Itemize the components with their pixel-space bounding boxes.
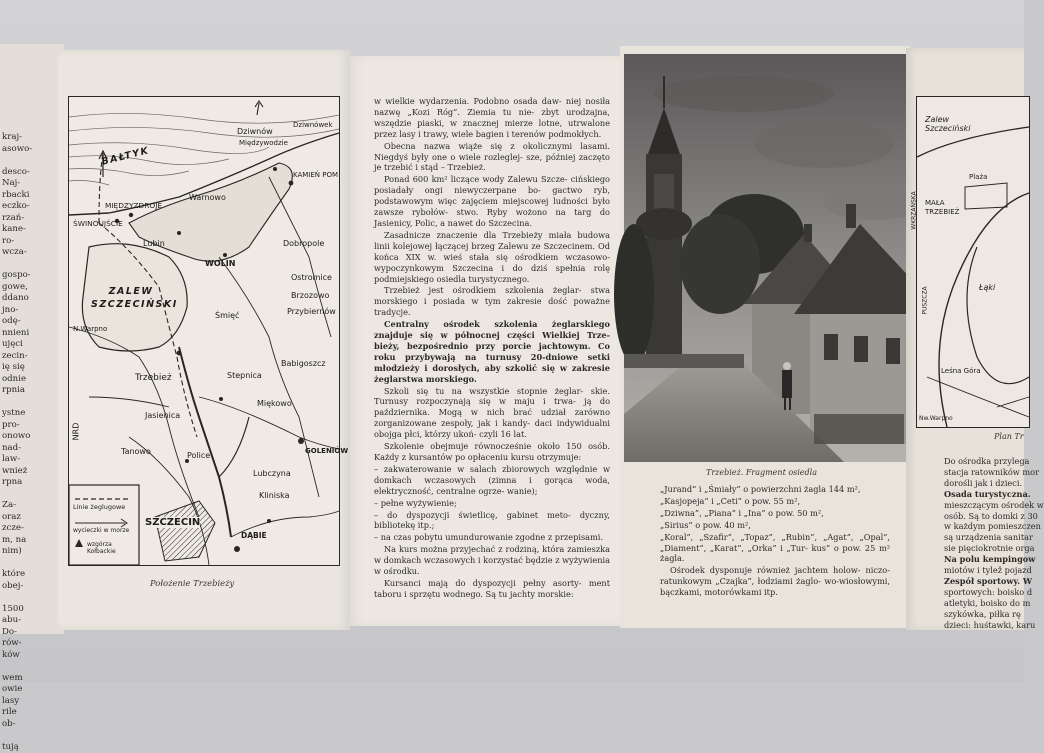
- label-kliniska: Kliniska: [259, 491, 290, 500]
- label-miedzywodzie: Międzywodzie: [239, 139, 288, 147]
- label-tanowo: Tanowo: [121, 447, 151, 456]
- right-text-line: Zespół sportowy. W: [944, 576, 1024, 587]
- left-fragment-line: m, na: [2, 535, 32, 547]
- left-fragment-line: nnieni: [2, 328, 32, 340]
- left-fragment-line: eczko-: [2, 201, 32, 213]
- paragraph: „Sirius” o pow. 40 m²,: [660, 520, 890, 531]
- label-warnowo: Warnowo: [189, 193, 226, 202]
- paragraph: Zasadnicze znaczenie dla Trzebieży miała budowa linii kolejowej łączącej brzeg Zalewu ze Szczecinem. Od końca XIX w. wieś stała się ośrodkiem wczasowo-wypoczynkowym Szczecina i do dziś spełnia rolę podmiejskiego osiedla turystycznego.: [374, 230, 610, 285]
- right-text-line: Do ośrodka przylega: [944, 456, 1024, 467]
- map-caption: Położenie Trzebieży: [150, 578, 234, 588]
- left-fragment-line: zcze-: [2, 523, 32, 535]
- label-szczecin: SZCZECIN: [145, 517, 200, 528]
- left-fragment-line: rpnia: [2, 385, 32, 397]
- left-fragment-line: odnie: [2, 374, 32, 386]
- left-panel-fragment: [0, 44, 64, 634]
- label-nowe-warpno: N.Warpno: [73, 325, 107, 333]
- paragraph: „Jurand” i „Śmiały” o powierzchni żagla 144 m²,: [660, 484, 890, 495]
- left-fragment-line: ystne: [2, 408, 32, 420]
- plan-label-mala: MAŁA TRZEBIEŻ: [925, 199, 955, 217]
- paragraph: – pełne wyżywienie;: [374, 498, 610, 509]
- left-fragment-line: gowe,: [2, 282, 32, 294]
- paragraph: Centralny ośrodek szkolenia żeglarskiego znajduje się w północnej części Wielkiej Trze- bieży, bezpośrednio przy porcie jachtowym. Co roku przybywają na turnusy 20-dniowe setki młodzieży i dorosłych, aby szkolić się w zakresie żeglarstwa morskiego.: [374, 319, 610, 384]
- label-goleniow: GOLENIÓW: [305, 447, 348, 455]
- label-swinoujscie: ŚWINOUJŚCIE: [73, 219, 123, 228]
- left-fragment-line: ków: [2, 650, 32, 662]
- paragraph: Na kurs można przyjechać z rodziną, która zamieszka w domkach wczasowych i korzystać będzie z wyżywienia w ośrodku.: [374, 544, 610, 577]
- plan-label-lesna-gora: Leśna Góra: [941, 367, 981, 375]
- label-brzozowo: Brzozowo: [291, 291, 329, 300]
- map-panel: [58, 50, 350, 630]
- left-fragment-line: obej-: [2, 581, 32, 593]
- left-fragment-line: [2, 489, 32, 501]
- right-text-fragment: [944, 456, 1024, 631]
- left-fragment-line: ro-: [2, 236, 32, 248]
- label-dabie: DĄBIE: [241, 531, 267, 540]
- paragraph: „Koral”, „Szafir”, „Topaz”, „Rubin”, „Agat”, „Opal”, „Diament”, „Karat”, „Orka” i „Tur- kus” o pow. 25 m² żagla.: [660, 532, 890, 565]
- left-fragment-line: odę-: [2, 316, 32, 328]
- left-fragment-line: 1500: [2, 604, 32, 616]
- left-fragment-line: [2, 397, 32, 409]
- location-map: [69, 97, 339, 565]
- left-fragment-line: lasy: [2, 696, 32, 708]
- left-fragment-line: rzań-: [2, 213, 32, 225]
- left-fragment-line: wem: [2, 673, 32, 685]
- label-police: Police: [187, 451, 210, 460]
- left-fragment-line: gospo-: [2, 270, 32, 282]
- article-text: [374, 96, 610, 601]
- right-text-line: w każdym pomieszczen: [944, 521, 1024, 532]
- left-fragment-line: pro-: [2, 420, 32, 432]
- left-fragment-line: ddano: [2, 293, 32, 305]
- left-fragment-line: ię się: [2, 362, 32, 374]
- left-fragment-line: ob-: [2, 719, 32, 731]
- label-wolin: WOLIN: [205, 259, 235, 268]
- left-fragment-line: które: [2, 569, 32, 581]
- label-nrd: NRD: [71, 423, 80, 441]
- paragraph: – zakwaterowanie w salach zbiorowych względnie w domkach wczasowych (zimna i gorąca woda, elektryczność, centralne ogrze- wanie);: [374, 464, 610, 497]
- szczecin-area: [155, 501, 215, 561]
- left-fragment-line: tują: [2, 742, 32, 753]
- left-fragment-line: kraj-: [2, 132, 32, 144]
- yacht-list-text: [660, 484, 890, 599]
- legend-excursions: wycieczki w morze: [73, 527, 129, 534]
- left-fragment-line: onowo: [2, 431, 32, 443]
- plan-label-zalew: Zalew Szczeciński: [925, 115, 995, 133]
- paragraph: „Kasjopeja” i „Ceti” o pow. 55 m²,: [660, 496, 890, 507]
- left-fragment-line: desco-: [2, 167, 32, 179]
- label-zalew: ZALEW SZCZECIŃSKI: [91, 285, 171, 311]
- left-fragment-line: asowo-: [2, 144, 32, 156]
- paragraph: – na czas pobytu umundurowanie zgodne z przepisami.: [374, 532, 610, 543]
- plan-label-wkrzanska: WKRZAŃSKA: [911, 191, 918, 229]
- label-dobropole: Dobropole: [283, 239, 324, 248]
- label-dziwnowek: Dziwnówek: [293, 121, 333, 129]
- label-trzebiez: Trzebież: [135, 373, 172, 383]
- label-miekowo: Miękowo: [257, 399, 292, 408]
- left-fragment-line: nim): [2, 546, 32, 558]
- town-plan-caption: Plan Tr: [994, 432, 1024, 441]
- label-ostromice: Ostromice: [291, 273, 332, 282]
- map-frame: [68, 96, 340, 566]
- left-fragment-line: [2, 661, 32, 673]
- left-fragment-line: Za-: [2, 500, 32, 512]
- label-smiec: Śmięć: [215, 311, 239, 320]
- left-fragment-line: Naj-: [2, 178, 32, 190]
- label-lubczyna: Lubczyna: [253, 469, 291, 478]
- label-kamien: KAMIEŃ POM: [293, 171, 338, 179]
- right-text-line: dzieci: huśtawki, karu: [944, 620, 1024, 631]
- paragraph: Obecna nazwa wiąże się z okolicznymi lasami. Niegdyś były one o wiele rozleglej- sze, później zaczęto je trzebić i stąd – Trzebież.: [374, 141, 610, 174]
- left-fragment-line: [2, 558, 32, 570]
- left-fragment-line: oraz: [2, 512, 32, 524]
- left-fragment-line: [2, 155, 32, 167]
- left-fragment-line: abu-: [2, 615, 32, 627]
- right-text-line: osób. Są to domki z 30: [944, 511, 1024, 522]
- left-fragment-line: owie: [2, 684, 32, 696]
- left-fragment-line: law-: [2, 454, 32, 466]
- plan-label-laki: Łąki: [979, 283, 995, 292]
- left-fragment-line: ujęci: [2, 339, 32, 351]
- label-jasienica: Jasienica: [145, 411, 180, 420]
- left-fragment-line: rile: [2, 707, 32, 719]
- right-text-line: Osada turystyczna.: [944, 489, 1024, 500]
- paragraph: „Dziwna”, „Piana” i „Ina” o pow. 50 m²,: [660, 508, 890, 519]
- plan-label-nw-warpno: Nw.Warpno: [919, 415, 953, 422]
- left-fragment-line: kane-: [2, 224, 32, 236]
- paragraph: Ośrodek dysponuje również jachtem holow- niczo-ratunkowym „Czajka”, łodziami żaglo- wo-wiosłowymi, bączkami, motorówkami itp.: [660, 565, 890, 598]
- plan-label-puszcza: PUSZCZA: [922, 286, 929, 314]
- left-fragment-line: wcza-: [2, 247, 32, 259]
- right-text-line: dorośli jak i dzieci.: [944, 478, 1024, 489]
- legend-shipping: Linie żeglugowe: [73, 503, 125, 511]
- paragraph: Ponad 600 km² liczące wody Zalewu Szcze- cińskiego posiadały ongi niewyczerpane bo- gactwo ryb, podstawowym więc zajęciem miejscowej ludności było zawsze rybołów- stwo. Ryby wożono na targ do Jasienicy, Polic, a nawet do Szczecina.: [374, 174, 610, 229]
- right-panel: [906, 48, 1024, 630]
- right-text-line: sie pięciokrotnie orga: [944, 543, 1024, 554]
- left-text-fragment: [2, 132, 32, 753]
- left-fragment-line: nad-: [2, 443, 32, 455]
- right-text-line: sportowych: boisko d: [944, 587, 1024, 598]
- left-fragment-line: jno-: [2, 305, 32, 317]
- label-baltyk: BAŁTYK: [100, 145, 150, 168]
- village-photo: [624, 54, 916, 462]
- paragraph: – do dyspozycji świetlicę, gabinet meto- dyczny, bibliotekę itp.;: [374, 510, 610, 532]
- right-text-line: miotów i tylež pojazd: [944, 565, 1024, 576]
- paragraph: Szkolenie obejmuje równocześnie około 150 osób. Każdy z kursantów po opłaceniu kursu otrzymuje:: [374, 441, 610, 463]
- right-text-line: stacja ratowników mor: [944, 467, 1024, 478]
- left-fragment-line: rpna: [2, 477, 32, 489]
- left-fragment-line: rbacki: [2, 190, 32, 202]
- left-fragment-line: wnież: [2, 466, 32, 478]
- text-panel: [350, 56, 622, 626]
- photo-caption: Trzebież. Fragment osiedla: [706, 468, 817, 477]
- label-lubin: Lubin: [143, 239, 165, 248]
- arrow-icon: [255, 101, 263, 115]
- right-text-line: Na polu kempingow: [944, 554, 1024, 565]
- right-text-line: atletyki, boisko do m: [944, 598, 1024, 609]
- label-babigoszcz: Babigoszcz: [281, 359, 326, 368]
- label-miedzyzdroje: MIĘDZYZDROJE: [105, 201, 162, 210]
- town-plan-map: [917, 97, 1029, 427]
- right-text-line: są urządzenia sanitar: [944, 532, 1024, 543]
- paragraph: Trzebież jest ośrodkiem szkolenia żeglar- stwa morskiego i posiada w tym zakresie dość poważne tradycje.: [374, 285, 610, 318]
- paragraph: Szkoli się tu na wszystkie stopnie żeglar- skie. Turnusy rozpoczynają się w maju i trwa- ją do października. Mogą w nich brać udział zarówno zorganizowane zespoły, jak i kandy- daci indywidualni obojga płci, którzy ukoń- czyli 16 lat.: [374, 386, 610, 441]
- paragraph: Kursanci mają do dyspozycji pełny asorty- ment taboru i sprzętu wodnego. Są tu jachty morskie:: [374, 578, 610, 600]
- paragraph: w wielkie wydarzenia. Podobno osada daw- niej nosiła nazwę „Kozi Róg”. Ziemia tu nie- zbyt urodzajna, wszędzie piaski, w znacznej mierze lotne, utrwalone przez lasy i trawy, wiele bagien i terenów podmokłych.: [374, 96, 610, 140]
- left-fragment-line: Do-: [2, 627, 32, 639]
- plan-label-plaza: Plaża: [969, 173, 987, 181]
- label-dziwnow: Dziwnów: [237, 127, 273, 136]
- town-plan: [916, 96, 1030, 428]
- right-text-line: mieszczącym ośrodek w: [944, 500, 1024, 511]
- left-fragment-line: [2, 259, 32, 271]
- left-fragment-line: [2, 592, 32, 604]
- legend-hills: wzgórza Kołbackie: [87, 541, 135, 555]
- label-przybiernow: Przybiernów: [287, 307, 336, 316]
- left-fragment-line: rów-: [2, 638, 32, 650]
- right-text-line: szykówka, piłka rę: [944, 609, 1024, 620]
- photo-panel: [620, 46, 910, 628]
- left-fragment-line: zecin-: [2, 351, 32, 363]
- label-stepnica: Stepnica: [227, 371, 262, 380]
- left-fragment-line: [2, 730, 32, 742]
